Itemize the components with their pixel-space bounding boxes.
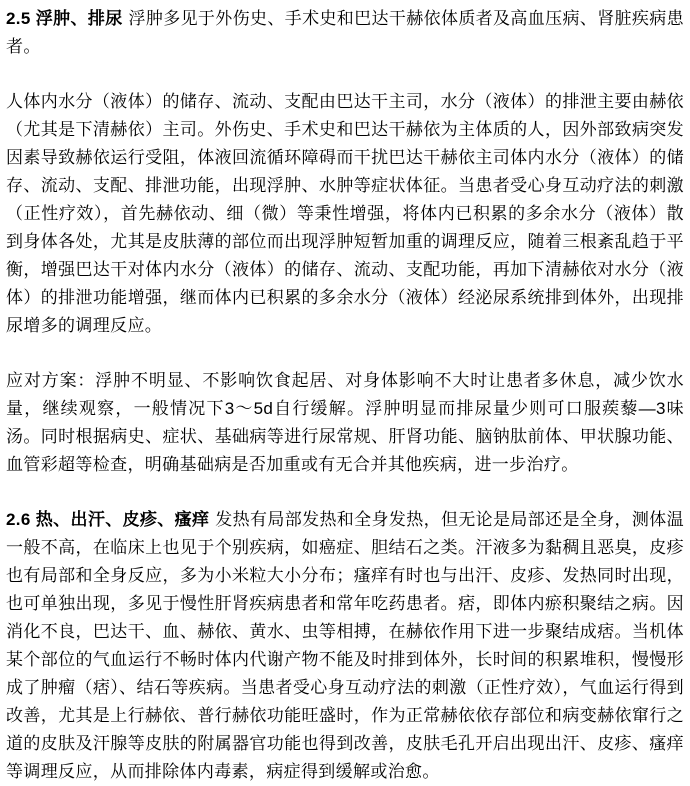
section-2-5-intro-paragraph bbox=[6, 5, 684, 61]
section-2-6-heading: 2.6 热、出汗、皮疹、瘙痒 bbox=[6, 510, 210, 529]
section-2-5-intro-text: 浮肿多见于外伤史、手术史和巴达干赫依体质者及高血压病、肾脏疾病患者。 bbox=[6, 9, 684, 56]
section-2-5-heading: 2.5 浮肿、排尿 bbox=[6, 9, 123, 28]
section-2-5-paragraph-response-plan: 应对方案：浮肿不明显、不影响饮食起居、对身体影响不大时让患者多休息，减少饮水量，继续观察，一般情况下3～5d自行缓解。浮肿明显而排尿量少则可口服蒺藜—3味汤。同时根据病史、症状、基础病等进行尿常规、肝肾功能、脑钠肽前体、甲状腺功能、血管彩超等检查，明确基础病是否加重或有无合并其他疾病，进一步治疗。 bbox=[6, 371, 684, 474]
section-2-6-intro-paragraph bbox=[6, 506, 684, 786]
section-2-6-intro-text: 发热有局部发热和全身发热，但无论是局部还是全身，测体温一般不高，在临床上也见于个别疾病，如癌症、胆结石之类。汗液多为黏稠且恶臭，皮疹也有局部和全身反应，多为小米粒大小分布；瘙痒有时也与出汗、皮疹、发热同时出现，也可单独出现，多见于慢性肝肾疾病患者和常年吃药患者。痞，即体内瘀积聚结之病。因消化不良，巴达干、血、赫依、黄水、虫等相搏，在赫依作用下进一步聚结成痞。当机体某个部位的气血运行不畅时体内代谢产物不能及时排到体外，长时间的积累堆积，慢慢形成了肿瘤（痞）、结石等疾病。当患者受心身互动疗法的刺激（正性疗效），气血运行得到改善，尤其是上行赫依、普行赫依功能旺盛时，作为正常赫依依存部位和病变赫依窜行之道的皮肤及汗腺等皮肤的附属器官功能也得到改善，皮肤毛孔开启出现出汗、皮疹、瘙痒等调理反应，从而排除体内毒素，病症得到缓解或治愈。 bbox=[6, 510, 684, 781]
section-2-5-paragraph-mechanism: 人体内水分（液体）的储存、流动、支配由巴达干主司，水分（液体）的排泄主要由赫依（尤其是下清赫依）主司。外伤史、手术史和巴达干赫依为主体质的人，因外部致病突发因素导致赫依运行受阻，体液回流循环障碍而干扰巴达干赫依主司体内水分（液体）的储存、流动、支配、排泄功能，出现浮肿、水肿等症状体征。当患者受心身互动疗法的刺激（正性疗效），首先赫依动、细（微）等秉性增强，将体内已积累的多余水分（液体）散到身体各处，尤其是皮肤薄的部位而出现浮肿短暂加重的调理反应，随着三根紊乱趋于平衡，增强巴达干对体内水分（液体）的储存、流动、支配功能，再加下清赫依对水分（液体）的排泄功能增强，继而体内已积累的多余水分（液体）经泌尿系统排到体外，出现排尿增多的调理反应。 bbox=[6, 92, 684, 335]
